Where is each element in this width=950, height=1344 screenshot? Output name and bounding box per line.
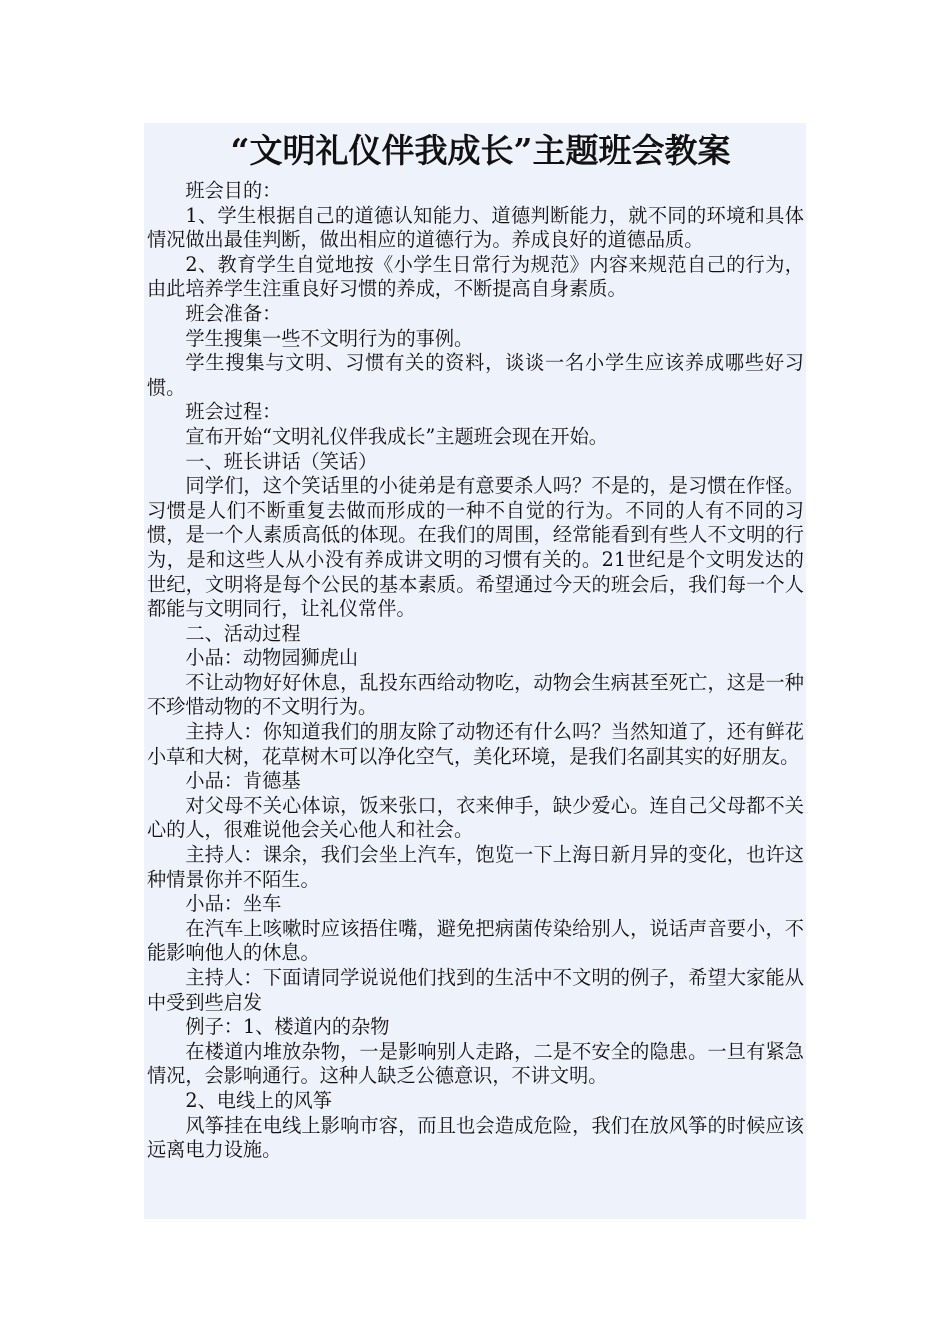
paragraph-section-process: 班会过程： — [185, 400, 282, 424]
paragraph-zoo-text: 不让动物好好休息，乱投东西给动物吃，动物会生病甚至死亡，这是一种不珍惜动物的不文明行为。 — [147, 670, 804, 719]
paragraph-skit-zoo: 小品：动物园狮虎山 — [185, 646, 359, 670]
paragraph-prep-1: 学生搜集一些不文明行为的事例。 — [185, 326, 474, 350]
paragraph-heading-monitor-speech: 一、班长讲话（笑话） — [185, 449, 378, 473]
document-title: “文明礼仪伴我成长”主题班会教案 — [230, 131, 731, 170]
paragraph-skit-bus: 小品：坐车 — [185, 892, 282, 916]
paragraph-host-3: 主持人：下面请同学说说他们找到的生活中不文明的例子，希望大家能从中受到些启发 — [147, 966, 804, 1014]
paragraph-host-1: 主持人：你知道我们的朋友除了动物还有什么吗？当然知道了，还有鲜花小草和大树，花草树木可以净化空气，美化环境，是我们名副其实的好朋友。 — [147, 720, 804, 768]
paragraph-host-2: 主持人：课余，我们会坐上汽车，饱览一下上海日新月异的变化，也许这种情景你并不陌生。 — [147, 843, 804, 891]
document-body — [147, 179, 804, 1163]
paragraph-prep-2: 学生搜集与文明、习惯有关的资料，谈谈一名小学生应该养成哪些好习惯。 — [147, 351, 804, 399]
paragraph-example-1-text: 在楼道内堆放杂物，一是影响别人走路，二是不安全的隐患。一旦有紧急情况，会影响通行。这种人缺乏公德意识，不讲文明。 — [147, 1039, 804, 1088]
paragraph-opening: 宣布开始“文明礼仪伴我成长”主题班会现在开始。 — [185, 424, 608, 448]
paragraph-bus-text: 在汽车上咳嗽时应该捂住嘴，避免把病菌传染给别人，说话声音要小，不能影响他人的休息。 — [147, 916, 804, 965]
paragraph-goal-2: 2、教育学生自觉地按《小学生日常行为规范》内容来规范自己的行为，由此培养学生注重良好习惯的养成，不断提高自身素质。 — [147, 252, 804, 301]
paragraph-example-2: 2、电线上的风筝 — [185, 1088, 332, 1112]
document-page — [144, 123, 806, 1219]
paragraph-skit-kfc: 小品：肯德基 — [185, 769, 301, 793]
paragraph-heading-activity: 二、活动过程 — [185, 621, 301, 645]
paragraph-section-prep: 班会准备： — [185, 301, 282, 325]
paragraph-monitor-speech: 同学们，这个笑话里的小徒弟是有意要杀人吗？不是的，是习惯在作怪。习惯是人们不断重复去做而形成的一种不自觉的行为。不同的人有不同的习惯，是一个人素质高低的体现。在我们的周围，经常能看到有些人不文明的行为，是和这些人从小没有养成讲文明的习惯有关的。21世纪是个文明发达的世纪，文明将是每个公民的基本素质。希望通过今天的班会后，我们每一个人都能与文明同行，让礼仪常伴。 — [147, 474, 804, 621]
paragraph-kfc-text: 对父母不关心体谅，饭来张口，衣来伸手，缺少爱心。连自己父母都不关心的人，很难说他会关心他人和社会。 — [147, 793, 804, 842]
paragraph-example-2-text: 风筝挂在电线上影响市容，而且也会造成危险，我们在放风筝的时候应该远离电力设施。 — [147, 1113, 804, 1162]
paragraph-section-goal: 班会目的： — [185, 179, 282, 202]
paragraph-goal-1: 1、学生根据自己的道德认知能力、道德判断能力，就不同的环境和具体情况做出最佳判断，做出相应的道德行为。养成良好的道德品质。 — [147, 203, 804, 252]
paragraph-example-1: 例子：1、楼道内的杂物 — [185, 1015, 390, 1039]
